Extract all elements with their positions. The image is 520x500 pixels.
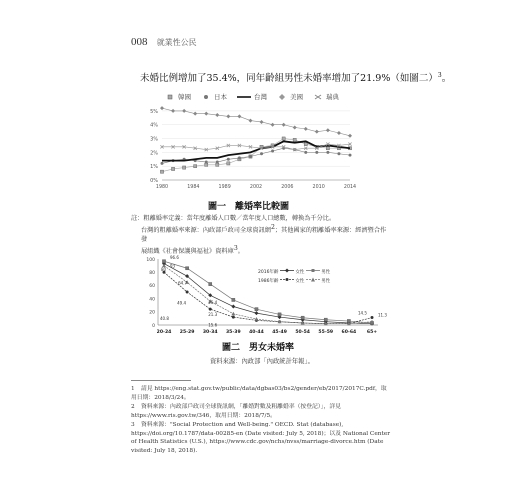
footnote-number: 2 — [131, 404, 135, 410]
data-label: 15.6 — [208, 322, 218, 328]
y-tick-label: 60 — [149, 284, 155, 290]
figure1-caption: 圖一 離婚率比較圖 — [208, 202, 290, 212]
data-point — [216, 163, 219, 166]
data-point — [326, 151, 329, 154]
footnote-3 — [131, 421, 391, 455]
footnote-ref: 3 — [437, 71, 442, 79]
legend-label: 男性 — [321, 279, 331, 284]
x-tick-label: 2006 — [281, 185, 294, 190]
legend-line-female-icon — [280, 277, 294, 282]
data-point — [209, 282, 212, 285]
x-tick-label: 35-39 — [225, 330, 241, 335]
y-tick-label: 1% — [150, 164, 158, 171]
data-point — [227, 158, 230, 161]
x-tick-label: 45-49 — [272, 330, 287, 335]
note-tail: 。 — [237, 248, 244, 256]
data-point — [271, 149, 274, 152]
note-text: ；其他國家的粗離婚率來源：經濟暨合作發 — [141, 227, 387, 244]
y-tick-label: 5% — [150, 108, 158, 115]
data-point — [282, 123, 286, 127]
legend-line-male-icon — [306, 268, 320, 273]
data-point — [232, 298, 235, 301]
data-point — [171, 109, 175, 113]
x-tick-label: 55-59 — [318, 330, 334, 335]
legend-line-female-icon — [280, 268, 294, 273]
divorce-rate-chart — [140, 100, 360, 195]
data-point — [186, 267, 189, 270]
data-point — [186, 291, 189, 294]
x-tick-label: 30-34 — [202, 330, 218, 335]
data-point — [160, 106, 164, 110]
legend-label: 男性 — [321, 270, 331, 275]
y-tick-label: 2% — [150, 150, 158, 157]
legend-label: 女性 — [295, 279, 305, 284]
data-point — [260, 120, 264, 124]
figure1-note — [131, 214, 391, 256]
data-point — [260, 152, 263, 155]
body-text: 未婚比例增加了35.4%，同年齡組男性未婚率增加了21.9%（如圖二） — [140, 73, 438, 84]
data-label: 21.3 — [208, 311, 218, 317]
note-text: 展組織《社會保護與福祉》資料庫 — [141, 248, 234, 256]
data-point — [249, 155, 252, 158]
x-tick-label: 1984 — [187, 185, 200, 190]
data-label: 49.4 — [177, 300, 187, 306]
data-point — [209, 308, 212, 311]
data-point — [162, 260, 165, 263]
figure2-legend — [258, 268, 330, 286]
data-point — [231, 305, 235, 309]
data-point — [215, 113, 219, 117]
x-tick-label: 2002 — [249, 185, 263, 190]
page-number: 008 — [131, 36, 148, 48]
series-line — [162, 141, 350, 160]
data-label: 25.4 — [208, 300, 218, 306]
data-point — [193, 112, 197, 116]
x-tick-label: 60-64 — [341, 330, 357, 335]
footnote-1 — [131, 385, 391, 402]
data-point — [205, 163, 208, 166]
footnote-number: 1 — [131, 386, 135, 392]
footnote-ref: 2 — [270, 224, 275, 231]
data-point — [182, 109, 186, 113]
figure2-source: 資料來源：內政部「內政統計年報」。 — [210, 358, 314, 365]
x-tick-label: 25-29 — [179, 330, 195, 335]
data-point — [248, 119, 252, 123]
data-point — [304, 142, 307, 145]
y-tick-label: 20 — [149, 310, 155, 316]
legend-label: 日本 — [214, 93, 227, 101]
data-point — [232, 316, 235, 319]
data-label: 80 — [161, 267, 167, 273]
data-label: 64.7 — [178, 280, 188, 286]
footnote-text: 資料來源：內政部戶政司全球資訊網，「離婚對數及粗離婚率（按登記）」，詳見 https://www.ris.gov.tw/346，取用日期：2018/7/5。 — [131, 404, 341, 419]
note-line-2 — [131, 223, 391, 244]
x-tick-label: 40-44 — [249, 330, 264, 335]
footnote-text: 資料來源："Social Protection and Well-being." OECD. Stat (database), https://doi.org/10.1787/data-00285-en (Date visited: July 5, 2018)；以及 National Center of Health Statistics (U.S.), https://www.cdc.gov/nchs/nvss/marriage-divorce.htm (Date visited: July 18, 2018). — [131, 422, 391, 454]
data-point — [293, 138, 296, 141]
data-point — [216, 161, 219, 164]
footnote-ref: 3 — [233, 245, 238, 253]
data-label: 14.5 — [358, 310, 367, 316]
data-point — [293, 125, 297, 129]
data-point — [271, 123, 275, 127]
data-point — [337, 131, 341, 135]
series-line — [162, 108, 350, 136]
x-tick-label: 2010 — [312, 185, 325, 190]
data-label: 93 — [170, 263, 176, 269]
y-tick-label: 100 — [146, 257, 155, 263]
y-tick-label: 40 — [149, 297, 155, 303]
data-point — [326, 128, 330, 132]
data-point — [282, 137, 285, 140]
legend-marker-diamond-icon — [277, 94, 287, 100]
legend-line-male-icon — [306, 277, 320, 282]
data-point — [171, 167, 174, 170]
running-title: 就業性公民 — [156, 38, 197, 47]
footnote-divider — [131, 380, 191, 381]
data-point — [194, 165, 197, 168]
y-tick-label: 4% — [150, 122, 158, 129]
legend-label: 韓國 — [178, 93, 191, 101]
legend-marker-dot-icon — [201, 94, 211, 100]
data-point — [315, 151, 318, 154]
legend-year: 2016年齡 — [258, 270, 279, 275]
note-text: 台灣的粗離婚率來源：內政部戶政司全球資訊網 — [141, 227, 271, 235]
legend-row-2016 — [258, 268, 330, 277]
unmarried-rate-chart — [138, 253, 388, 338]
footnote-2 — [131, 403, 391, 420]
x-tick-label: 2014 — [343, 185, 357, 190]
data-point — [349, 154, 352, 157]
data-point — [238, 156, 241, 159]
page-header — [131, 36, 197, 48]
data-point — [337, 152, 340, 155]
legend-label: 瑞典 — [326, 93, 339, 101]
x-tick-label: 65+ — [366, 330, 378, 335]
data-label: 40.8 — [160, 316, 169, 322]
body-text-line — [140, 70, 451, 84]
x-tick-label: 1989 — [218, 185, 231, 190]
data-point — [324, 318, 327, 321]
data-label: 11.3 — [378, 312, 387, 318]
legend-marker-line-icon — [237, 94, 251, 100]
legend-year: 1986年齡 — [258, 279, 279, 284]
data-point — [304, 151, 307, 154]
y-tick-label: 80 — [149, 271, 155, 276]
x-tick-label: 50-54 — [295, 330, 311, 335]
footnote-text: 請見 https://eng.stat.gov.tw/public/data/dgbas03/bs2/gender/eb/2017/2017C.pdf，取用日期：2018/3/24。 — [131, 386, 387, 401]
legend-label: 台灣 — [254, 93, 267, 101]
data-point — [160, 170, 163, 173]
legend-marker-cross-icon — [313, 94, 323, 100]
data-point — [254, 311, 258, 315]
legend-marker-square-icon — [165, 94, 175, 100]
data-point — [161, 162, 164, 165]
data-point — [301, 316, 304, 319]
y-tick-label: 0 — [152, 323, 155, 329]
data-point — [204, 112, 208, 116]
y-tick-label: 3% — [150, 136, 158, 143]
legend-label: 女性 — [295, 270, 305, 275]
data-point — [278, 313, 281, 316]
data-point — [304, 127, 308, 131]
data-point — [183, 166, 186, 169]
footnote-number: 3 — [131, 422, 135, 428]
figure2-caption: 圖二 男女未婚率 — [222, 343, 295, 353]
data-point — [237, 114, 241, 118]
data-point — [371, 316, 374, 319]
data-point — [226, 114, 230, 118]
data-point — [348, 134, 352, 138]
legend-label: 美國 — [290, 93, 303, 101]
x-tick-label: 1980 — [155, 185, 169, 190]
x-tick-label: 20-24 — [156, 330, 172, 335]
data-point — [227, 162, 230, 165]
data-point — [255, 308, 258, 311]
body-text-tail: 。 — [441, 73, 452, 84]
y-tick-label: 0% — [150, 178, 158, 184]
legend-row-1986 — [258, 277, 330, 286]
data-point — [205, 161, 208, 164]
data-point — [231, 312, 235, 316]
data-point — [315, 130, 319, 134]
data-point — [326, 147, 329, 150]
data-label: 96.6 — [170, 255, 179, 261]
note-line: 註：粗離婚率定義：當年度離婚人口數／當年度人口總數，轉換為千分比。 — [131, 215, 336, 222]
